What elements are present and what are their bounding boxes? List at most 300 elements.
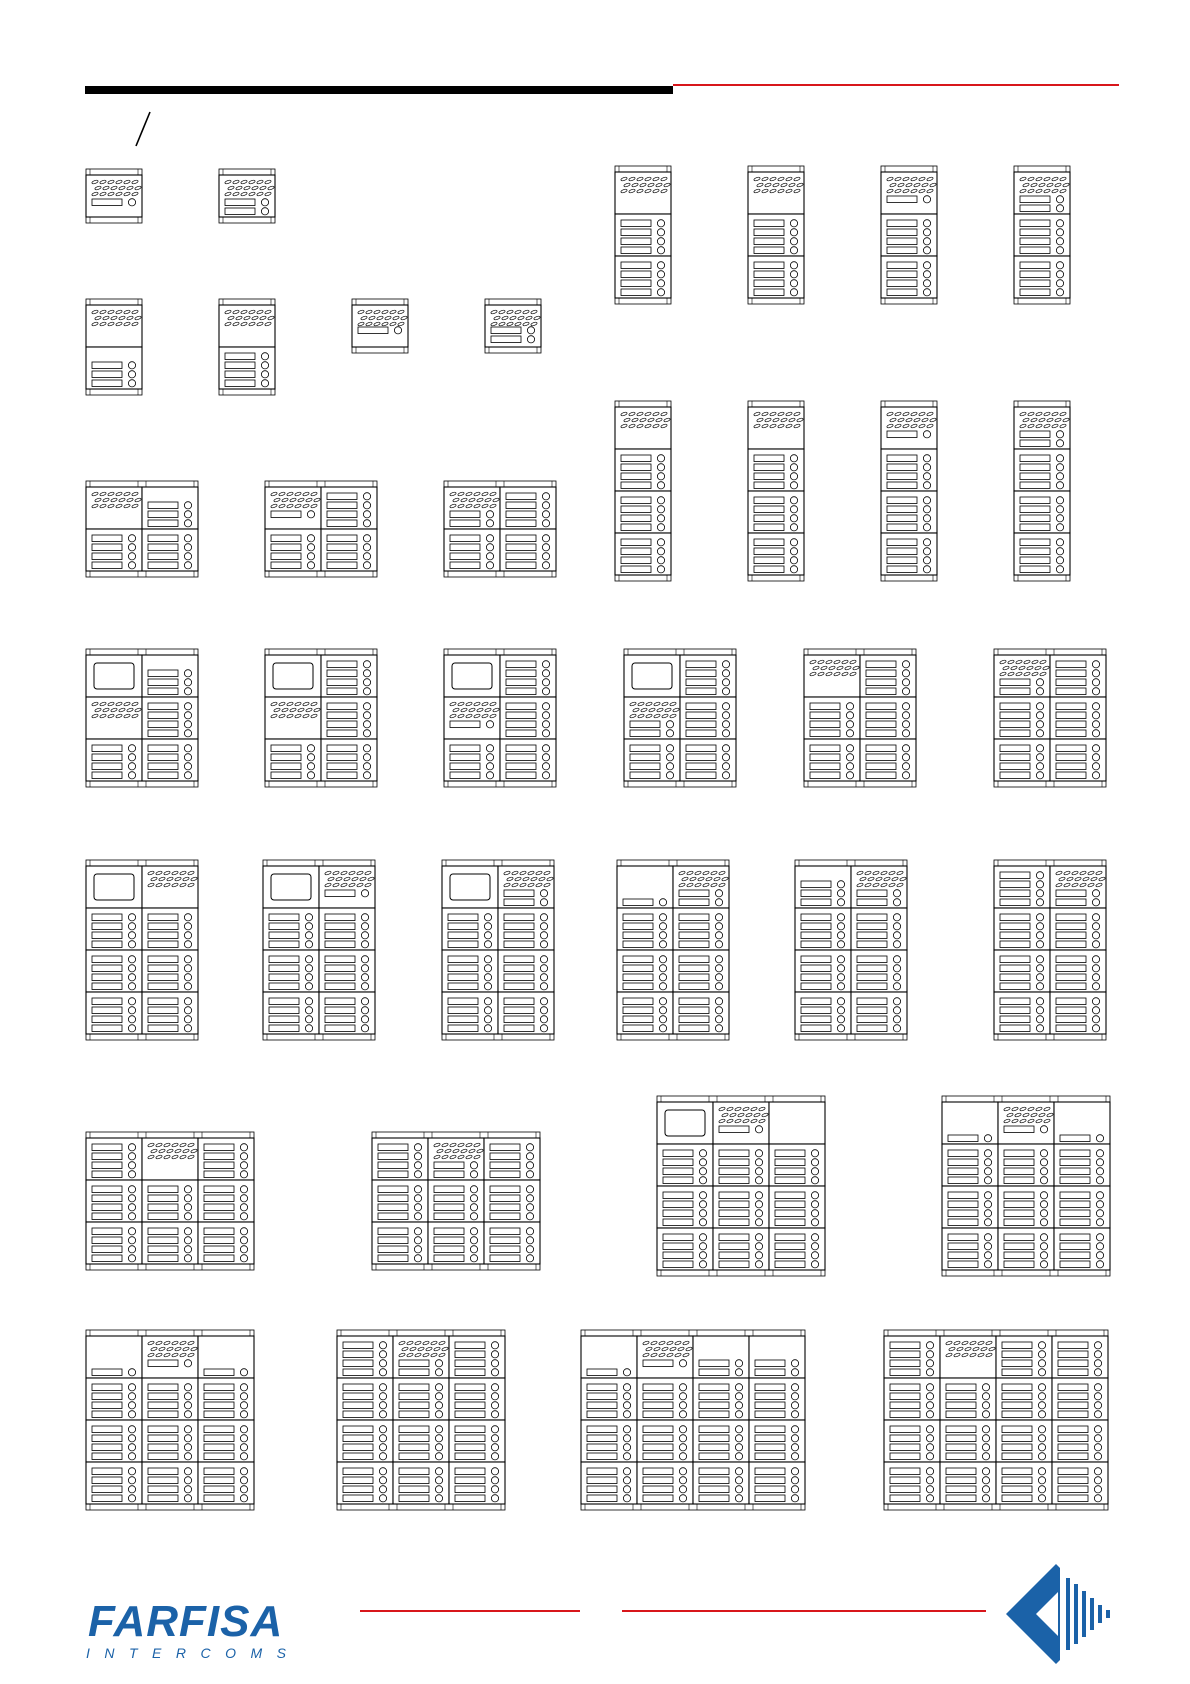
module-C xyxy=(624,655,680,697)
frame-top-cap xyxy=(624,649,736,655)
panel-configuration xyxy=(581,1330,805,1510)
module-B4 xyxy=(615,533,671,575)
module-B4 xyxy=(500,655,556,697)
panel-configuration xyxy=(219,299,275,395)
module-B4 xyxy=(86,739,142,781)
frame-bottom-cap xyxy=(265,571,377,577)
frame-bottom-cap xyxy=(615,298,671,304)
frame-bottom-cap xyxy=(795,1034,907,1040)
module-B4 xyxy=(142,1378,198,1420)
frame-top-cap xyxy=(657,1096,825,1102)
module-S1 xyxy=(713,1102,769,1144)
module-B4 xyxy=(142,1420,198,1462)
module-B4 xyxy=(881,214,937,256)
module-B4 xyxy=(319,908,375,950)
panel-configuration xyxy=(86,1132,254,1270)
module-B4 xyxy=(142,1222,198,1264)
frame-top-cap xyxy=(86,860,198,866)
panel-configuration xyxy=(657,1096,825,1276)
module-B1 xyxy=(198,1336,254,1378)
module-B4 xyxy=(142,697,198,739)
module-B4 xyxy=(86,1222,142,1264)
module-S xyxy=(940,1336,996,1378)
module-B4 xyxy=(444,739,500,781)
frame-top-cap xyxy=(1014,166,1070,172)
module-S2 xyxy=(1014,407,1070,449)
module-B4 xyxy=(657,1144,713,1186)
module-B4 xyxy=(673,950,729,992)
frame-bottom-cap xyxy=(372,1264,540,1270)
module-B4 xyxy=(713,1144,769,1186)
module-B4 xyxy=(637,1378,693,1420)
module-S xyxy=(86,487,142,529)
module-B4 xyxy=(319,950,375,992)
module-B4 xyxy=(673,908,729,950)
farfisa-logo xyxy=(84,1590,346,1662)
module-B4 xyxy=(337,1462,393,1504)
frame-bottom-cap xyxy=(86,217,142,223)
frame-top-cap xyxy=(444,481,556,487)
frame-top-cap xyxy=(881,401,937,407)
frame-top-cap xyxy=(942,1096,1110,1102)
panel-configuration xyxy=(86,860,198,1040)
module-B4 xyxy=(500,697,556,739)
panel-configuration xyxy=(219,169,275,223)
module-S2 xyxy=(444,487,500,529)
module-S xyxy=(86,305,142,347)
module-B4 xyxy=(1052,1420,1108,1462)
module-B4 xyxy=(860,697,916,739)
panel-configuration xyxy=(881,166,937,304)
module-B4 xyxy=(942,1186,998,1228)
module-B4 xyxy=(484,1180,540,1222)
module-B4 xyxy=(372,1138,428,1180)
module-B4 xyxy=(624,739,680,781)
module-B4 xyxy=(1050,908,1106,950)
module-B4 xyxy=(263,950,319,992)
module-B4 xyxy=(994,739,1050,781)
module-B4 xyxy=(484,1222,540,1264)
module-B4 xyxy=(86,1420,142,1462)
module-C xyxy=(444,655,500,697)
module-S1 xyxy=(86,175,142,217)
module-B4 xyxy=(942,1228,998,1270)
module-B4 xyxy=(769,1186,825,1228)
module-B4 xyxy=(500,487,556,529)
panel-configuration xyxy=(994,860,1106,1040)
frame-bottom-cap xyxy=(442,1034,554,1040)
module-S xyxy=(219,305,275,347)
frame-bottom-cap xyxy=(617,1034,729,1040)
panel-configuration xyxy=(263,860,375,1040)
module-B2 xyxy=(693,1336,749,1378)
frame-top-cap xyxy=(444,649,556,655)
frame-top-cap xyxy=(86,481,198,487)
panel-configuration xyxy=(86,481,198,577)
module-B4 xyxy=(769,1228,825,1270)
panel-configuration xyxy=(444,481,556,577)
module-B4 xyxy=(86,529,142,571)
module-S xyxy=(142,866,198,908)
module-B4 xyxy=(617,992,673,1034)
logo-wordmark: FARFISA xyxy=(88,1597,284,1646)
module-X xyxy=(769,1102,825,1144)
module-B4 xyxy=(994,697,1050,739)
module-B4 xyxy=(615,256,671,298)
module-B4 xyxy=(860,739,916,781)
module-B4 xyxy=(657,1228,713,1270)
panel-configuration xyxy=(372,1132,540,1270)
module-C xyxy=(265,655,321,697)
module-S1/3 xyxy=(352,305,408,347)
module-B4 xyxy=(1050,992,1106,1034)
module-B4 xyxy=(996,1336,1052,1378)
frame-top-cap xyxy=(994,860,1106,866)
module-C xyxy=(657,1102,713,1144)
module-S2 xyxy=(851,866,907,908)
module-B4 xyxy=(693,1462,749,1504)
module-B4 xyxy=(884,1378,940,1420)
module-B4 xyxy=(372,1222,428,1264)
frame-bottom-cap xyxy=(86,781,198,787)
module-B4 xyxy=(996,1462,1052,1504)
module-C xyxy=(86,655,142,697)
frame-top-cap xyxy=(86,169,142,175)
module-B4 xyxy=(1054,1144,1110,1186)
module-B4 xyxy=(884,1462,940,1504)
module-B4 xyxy=(198,1138,254,1180)
module-B4 xyxy=(1014,533,1070,575)
frame-bottom-cap xyxy=(219,389,275,395)
module-S2 xyxy=(1050,866,1106,908)
module-B4 xyxy=(851,992,907,1034)
module-B4 xyxy=(795,950,851,992)
module-B4 xyxy=(617,908,673,950)
module-S xyxy=(748,407,804,449)
module-B4 xyxy=(942,1144,998,1186)
module-B4 xyxy=(749,1420,805,1462)
module-B4 xyxy=(449,1378,505,1420)
module-B4 xyxy=(198,1378,254,1420)
module-B4 xyxy=(337,1420,393,1462)
module-B4 xyxy=(615,491,671,533)
frame-top-cap xyxy=(86,1330,254,1336)
module-S1 xyxy=(881,172,937,214)
frame-bottom-cap xyxy=(86,389,142,395)
module-B4 xyxy=(851,908,907,950)
module-S2 xyxy=(498,866,554,908)
module-B3 xyxy=(142,487,198,529)
frame-bottom-cap xyxy=(86,1504,254,1510)
module-B4 xyxy=(884,1420,940,1462)
module-B4 xyxy=(219,347,275,389)
footer-rule-left xyxy=(360,1610,580,1612)
module-B4 xyxy=(881,256,937,298)
module-B4 xyxy=(142,1180,198,1222)
frame-top-cap xyxy=(352,299,408,305)
module-B4 xyxy=(994,866,1050,908)
module-B4 xyxy=(851,950,907,992)
module-B4 xyxy=(940,1462,996,1504)
module-B4 xyxy=(1050,950,1106,992)
frame-top-cap xyxy=(372,1132,540,1138)
module-B4 xyxy=(1014,214,1070,256)
module-B4 xyxy=(442,908,498,950)
module-S1 xyxy=(142,1336,198,1378)
module-B4 xyxy=(748,491,804,533)
module-B4 xyxy=(804,697,860,739)
module-B4 xyxy=(748,449,804,491)
panel-configuration xyxy=(994,649,1106,787)
frame-bottom-cap xyxy=(804,781,916,787)
module-B4 xyxy=(1014,491,1070,533)
module-S xyxy=(86,697,142,739)
module-B4 xyxy=(86,1462,142,1504)
frame-top-cap xyxy=(485,299,541,305)
frame-bottom-cap xyxy=(219,217,275,223)
module-B4 xyxy=(86,950,142,992)
module-S2/3 xyxy=(485,305,541,347)
module-B4 xyxy=(142,908,198,950)
module-B3 xyxy=(795,866,851,908)
module-B4 xyxy=(498,992,554,1034)
panel-configuration xyxy=(86,1330,254,1510)
module-B4 xyxy=(884,1336,940,1378)
module-B4 xyxy=(881,533,937,575)
panel-configuration xyxy=(795,860,907,1040)
module-B1 xyxy=(942,1102,998,1144)
module-B1 xyxy=(86,1336,142,1378)
module-B4 xyxy=(321,487,377,529)
frame-top-cap xyxy=(86,649,198,655)
module-B4 xyxy=(142,529,198,571)
module-B4 xyxy=(449,1336,505,1378)
module-S1 xyxy=(881,407,937,449)
frame-bottom-cap xyxy=(485,347,541,353)
logo-subtitle: INTERCOMS xyxy=(86,1645,301,1661)
panel-configuration xyxy=(86,649,198,787)
module-B4 xyxy=(1014,449,1070,491)
module-B4 xyxy=(881,449,937,491)
frame-top-cap xyxy=(337,1330,505,1336)
module-B4 xyxy=(86,1180,142,1222)
module-B4 xyxy=(637,1462,693,1504)
module-B4 xyxy=(680,655,736,697)
frame-top-cap xyxy=(994,649,1106,655)
frame-top-cap xyxy=(265,481,377,487)
module-B4 xyxy=(500,529,556,571)
module-B4 xyxy=(1050,697,1106,739)
panel-configuration xyxy=(884,1330,1108,1510)
module-B4 xyxy=(615,214,671,256)
frame-bottom-cap xyxy=(444,571,556,577)
module-B4 xyxy=(749,1378,805,1420)
module-B4 xyxy=(484,1138,540,1180)
module-B4 xyxy=(996,1378,1052,1420)
module-B4 xyxy=(198,1180,254,1222)
panel-configuration xyxy=(615,166,671,304)
module-B4 xyxy=(1054,1228,1110,1270)
frame-bottom-cap xyxy=(748,298,804,304)
panel-configuration xyxy=(352,299,408,353)
footer-rule-right xyxy=(622,1610,986,1612)
module-B4 xyxy=(142,950,198,992)
panel-configuration xyxy=(485,299,541,353)
module-B4 xyxy=(428,1180,484,1222)
module-B4 xyxy=(713,1228,769,1270)
frame-bottom-cap xyxy=(748,575,804,581)
module-B4 xyxy=(795,992,851,1034)
module-B4 xyxy=(998,1144,1054,1186)
module-B4 xyxy=(321,529,377,571)
module-B4 xyxy=(372,1180,428,1222)
panel-configuration xyxy=(444,649,556,787)
frame-bottom-cap xyxy=(881,575,937,581)
module-S2 xyxy=(393,1336,449,1378)
module-B4 xyxy=(881,491,937,533)
panel-configuration xyxy=(1014,401,1070,581)
frame-top-cap xyxy=(617,860,729,866)
module-B4 xyxy=(1054,1186,1110,1228)
panel-configuration xyxy=(442,860,554,1040)
panel-configuration xyxy=(1014,166,1070,304)
frame-bottom-cap xyxy=(615,575,671,581)
frame-top-cap xyxy=(265,649,377,655)
module-B4 xyxy=(680,739,736,781)
module-S xyxy=(748,172,804,214)
module-B4 xyxy=(321,655,377,697)
module-B4 xyxy=(1052,1462,1108,1504)
module-B4 xyxy=(998,1228,1054,1270)
module-B4 xyxy=(393,1462,449,1504)
module-B4 xyxy=(428,1222,484,1264)
module-B4 xyxy=(142,1462,198,1504)
module-S xyxy=(804,655,860,697)
frame-top-cap xyxy=(581,1330,805,1336)
module-B4 xyxy=(940,1378,996,1420)
frame-bottom-cap xyxy=(86,1034,198,1040)
frame-bottom-cap xyxy=(942,1270,1110,1276)
module-S1 xyxy=(998,1102,1054,1144)
panel-configuration xyxy=(748,401,804,581)
module-S1 xyxy=(637,1336,693,1378)
module-B4 xyxy=(996,1420,1052,1462)
frame-bottom-cap xyxy=(1014,575,1070,581)
panel-configuration xyxy=(86,169,142,223)
module-B1 xyxy=(581,1336,637,1378)
brand-emblem-icon xyxy=(1006,1564,1120,1664)
module-B4 xyxy=(500,739,556,781)
module-B1 xyxy=(617,866,673,908)
module-B4 xyxy=(265,529,321,571)
module-B3 xyxy=(86,347,142,389)
module-B4 xyxy=(263,908,319,950)
module-B4 xyxy=(804,739,860,781)
frame-top-cap xyxy=(795,860,907,866)
module-B4 xyxy=(498,950,554,992)
frame-top-cap xyxy=(748,166,804,172)
module-B4 xyxy=(337,1378,393,1420)
frame-bottom-cap xyxy=(263,1034,375,1040)
module-B4 xyxy=(198,1420,254,1462)
module-B4 xyxy=(263,992,319,1034)
module-S2 xyxy=(1014,172,1070,214)
module-S2 xyxy=(428,1138,484,1180)
frame-top-cap xyxy=(442,860,554,866)
panel-configuration xyxy=(265,481,377,577)
module-B4 xyxy=(198,1222,254,1264)
frame-bottom-cap xyxy=(994,1034,1106,1040)
module-B4 xyxy=(581,1378,637,1420)
module-B4 xyxy=(1052,1336,1108,1378)
module-S2 xyxy=(994,655,1050,697)
module-B4 xyxy=(994,950,1050,992)
panel-configuration xyxy=(337,1330,505,1510)
frame-bottom-cap xyxy=(352,347,408,353)
frame-top-cap xyxy=(1014,401,1070,407)
module-B4 xyxy=(86,908,142,950)
frame-top-cap xyxy=(219,299,275,305)
module-B4 xyxy=(617,950,673,992)
module-S1 xyxy=(444,697,500,739)
frame-top-cap xyxy=(804,649,916,655)
frame-top-cap xyxy=(263,860,375,866)
module-B4 xyxy=(748,533,804,575)
module-C xyxy=(86,866,142,908)
module-S xyxy=(615,172,671,214)
module-B4 xyxy=(198,1462,254,1504)
frame-bottom-cap xyxy=(994,781,1106,787)
module-B1 xyxy=(1054,1102,1110,1144)
module-B4 xyxy=(994,992,1050,1034)
module-B4 xyxy=(1014,256,1070,298)
module-B4 xyxy=(498,908,554,950)
module-S xyxy=(142,1138,198,1180)
module-B4 xyxy=(749,1462,805,1504)
module-C xyxy=(442,866,498,908)
module-B4 xyxy=(444,529,500,571)
frame-bottom-cap xyxy=(624,781,736,787)
module-B4 xyxy=(449,1420,505,1462)
panel-configuration xyxy=(748,166,804,304)
frame-bottom-cap xyxy=(86,571,198,577)
module-B4 xyxy=(748,214,804,256)
frame-bottom-cap xyxy=(581,1504,805,1510)
module-B4 xyxy=(337,1336,393,1378)
module-B4 xyxy=(86,1378,142,1420)
module-B4 xyxy=(1050,655,1106,697)
module-B4 xyxy=(713,1186,769,1228)
panel-configuration xyxy=(942,1096,1110,1276)
module-B4 xyxy=(673,992,729,1034)
module-S2 xyxy=(624,697,680,739)
module-B4 xyxy=(449,1462,505,1504)
module-B4 xyxy=(142,739,198,781)
module-B4 xyxy=(998,1186,1054,1228)
module-S1 xyxy=(265,487,321,529)
module-B4 xyxy=(442,992,498,1034)
frame-bottom-cap xyxy=(337,1504,505,1510)
module-B4 xyxy=(680,697,736,739)
module-B4 xyxy=(393,1420,449,1462)
module-B4 xyxy=(994,908,1050,950)
module-B4 xyxy=(748,256,804,298)
module-B4 xyxy=(1052,1378,1108,1420)
panel-configuration xyxy=(624,649,736,787)
panel-configuration xyxy=(617,860,729,1040)
module-B4 xyxy=(615,449,671,491)
frame-bottom-cap xyxy=(657,1270,825,1276)
